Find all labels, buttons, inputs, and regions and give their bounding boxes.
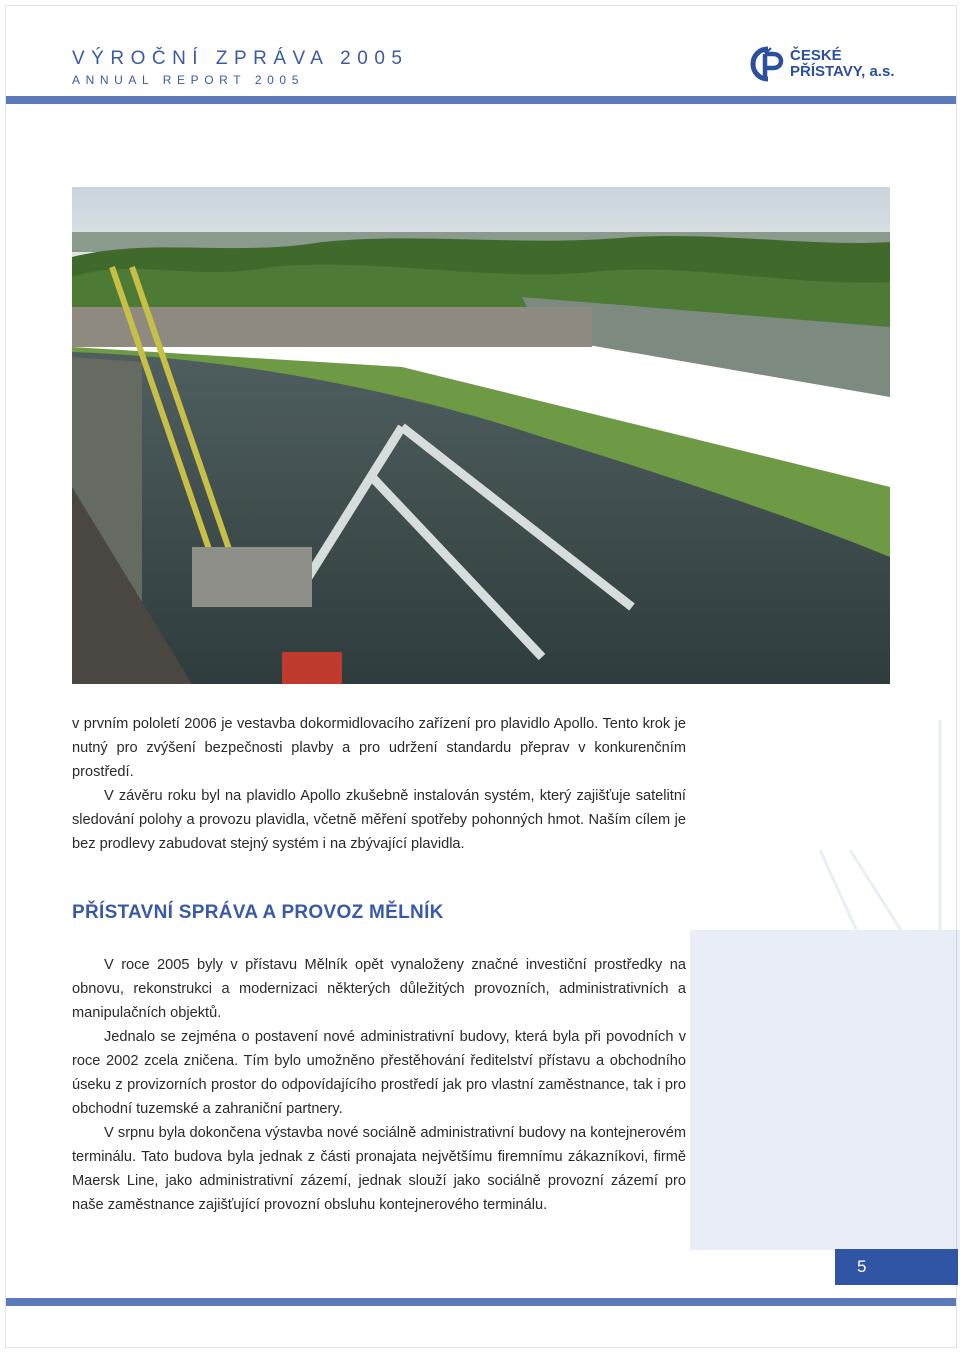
header-bar bbox=[6, 96, 956, 104]
report-title: VÝROČNÍ ZPRÁVA 2005 bbox=[72, 48, 409, 69]
report-subtitle: ANNUAL REPORT 2005 bbox=[72, 73, 304, 87]
section-paragraph-2: Jednalo se zejména o postavení nové administrativní budovy, která byla při povodních v roce 2002 zcela zničena. Tím bylo umožněno přestěhování ředitelství přístavu a obchodního úseku z provizorních prostor do odpovídajícího prostředí jak pro vlastní zaměstnance, tak i pro obchodní tuzemské a zahraniční partnery. bbox=[72, 1029, 686, 1117]
logo-line-2: PŘÍSTAVY, a.s. bbox=[790, 63, 895, 80]
intro-paragraph-2: V závěru roku byl na plavidlo Apollo zkušebně instalován systém, který zajišťuje satelitní sledování polohy a provozu plavidla, včetně měření spotřeby pohonných hmot. Naším cílem je bez prodlevy zabudovat stejný systém i na zbývající plavidla. bbox=[72, 788, 686, 852]
section-text bbox=[72, 953, 686, 1217]
intro-text bbox=[72, 712, 686, 856]
section-heading: PŘÍSTAVNÍ SPRÁVA A PROVOZ MĚLNÍK bbox=[72, 902, 444, 923]
page-number: 5 bbox=[857, 1257, 867, 1276]
page-number-badge bbox=[835, 1249, 958, 1285]
logo-line-1: ČESKÉ bbox=[790, 47, 842, 64]
section-paragraph-3: V srpnu byla dokončena výstavba nové sociálně administrativní budovy na kontejnerovém terminálu. Tato budova byla jednak z části pronajata největšímu firemnímu zákazníkovi, firmě Maersk Line, jako administrativní zázemí, jednak slouží jako sociálně provozní zázemí pro naše zaměstnance zajišťující provozní obsluhu kontejnerového terminálu. bbox=[72, 1125, 686, 1213]
company-logo bbox=[750, 46, 900, 86]
intro-paragraph-1: v prvním pololetí 2006 je vestavba dokormidlovacího zařízení pro plavidlo Apollo. Tento krok je nutný pro zvýšení bezpečnosti plavby a pro udržení standardu přeprav v konkurenčním prostředí. bbox=[72, 716, 686, 780]
port-photo bbox=[72, 187, 890, 684]
footer-bar bbox=[6, 1298, 956, 1306]
logo-mark-icon bbox=[750, 46, 786, 82]
section-paragraph-1: V roce 2005 byly v přístavu Mělník opět vynaloženy značné investiční prostředky na obnovu, rekonstrukci a modernizaci některých důležitých provozních, administrativních a manipulačních objektů. bbox=[72, 957, 686, 1021]
crane-watermark bbox=[690, 700, 960, 1260]
logo-text bbox=[790, 48, 894, 80]
